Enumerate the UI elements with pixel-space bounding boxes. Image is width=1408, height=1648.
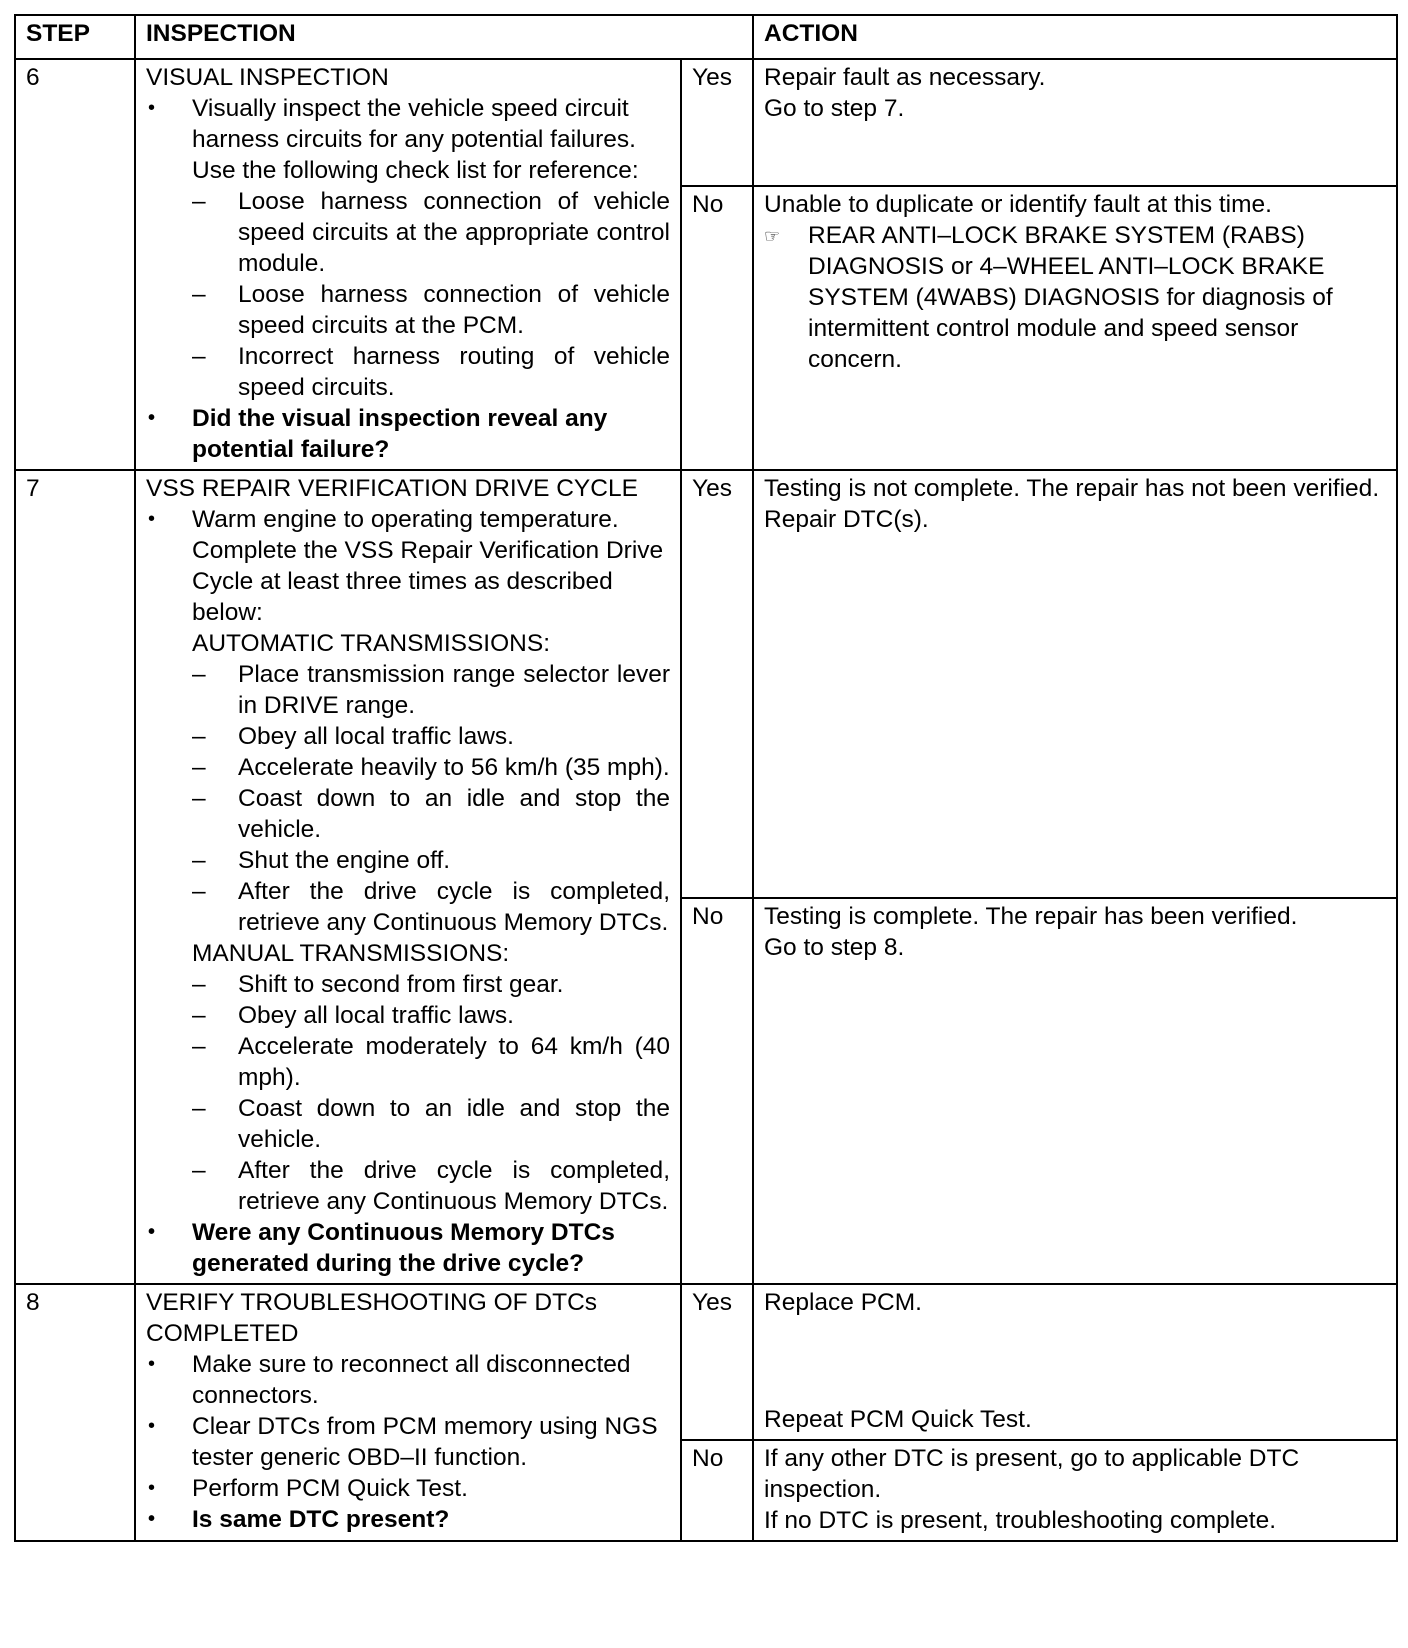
step-6-no-label: No (681, 186, 753, 470)
step-8-yes-line: Replace PCM. (764, 1289, 922, 1316)
step-8-number: 8 (15, 1284, 135, 1541)
step-8-bullet: • Perform PCM Quick Test. (146, 1473, 670, 1504)
step-7-manual-item: – After the drive cycle is completed, retrieve any Continuous Memory DTCs. (146, 1155, 670, 1217)
step-7-inspection (135, 470, 681, 1284)
step-8-yes-line: Repeat PCM Quick Test. (764, 1406, 1032, 1433)
header-row (15, 15, 1397, 59)
step-7-number: 7 (15, 470, 135, 1284)
step-6-yes-label: Yes (681, 59, 753, 186)
step-8-no-label: No (681, 1440, 753, 1541)
step-7-auto-item: – After the drive cycle is completed, retrieve any Continuous Memory DTCs. (146, 876, 670, 938)
step-6-yes-action (753, 59, 1397, 186)
step-7-title: VSS REPAIR VERIFICATION DRIVE CYCLE (146, 475, 638, 502)
step-8-question: • Is same DTC present? (146, 1504, 670, 1535)
step-7-manual-item: – Obey all local traffic laws. (146, 1000, 670, 1031)
step-8-inspection (135, 1284, 681, 1541)
step-7-bullet: • Warm engine to operating temperature. Complete the VSS Repair Verification Drive Cycle at least three times as described below: (146, 504, 670, 628)
step-6-check-item: – Loose harness connection of vehicle speed circuits at the appropriate control module. (146, 186, 670, 279)
step-6-no-action (753, 186, 1397, 470)
step-6-question: • Did the visual inspection reveal any potential failure? (146, 403, 670, 465)
step-6-yes-line: Repair fault as necessary. (764, 64, 1046, 91)
step-6-reference (764, 220, 1386, 375)
step-8-no-line: If any other DTC is present, go to applicable DTC inspection. (764, 1445, 1300, 1503)
step-6-reference-text: REAR ANTI–LOCK BRAKE SYSTEM (RABS) DIAGNOSIS or 4–WHEEL ANTI–LOCK BRAKE SYSTEM (4WABS) DIAGNOSIS for diagnosis of intermittent control module and speed sensor concern. (808, 222, 1333, 373)
step-7-question: • Were any Continuous Memory DTCs generated during the drive cycle? (146, 1217, 670, 1279)
step-8-yes-row (15, 1284, 1397, 1440)
step-8-no-action (753, 1440, 1397, 1541)
step-8-title: VERIFY TROUBLESHOOTING OF DTCs COMPLETED (146, 1289, 598, 1347)
step-8-yes-action (753, 1284, 1397, 1440)
header-action: ACTION (753, 15, 1397, 59)
step-6-check-item: – Incorrect harness routing of vehicle speed circuits. (146, 341, 670, 403)
step-6-check-item: – Loose harness connection of vehicle speed circuits at the PCM. (146, 279, 670, 341)
step-7-no-label: No (681, 898, 753, 1284)
diagnostic-table (14, 14, 1398, 1542)
step-6-title: VISUAL INSPECTION (146, 64, 389, 91)
step-7-no-line: Go to step 8. (764, 934, 905, 961)
diagnostic-page (14, 14, 1396, 1634)
step-7-yes-action: Testing is not complete. The repair has not been verified. Repair DTC(s). (753, 470, 1397, 898)
step-7-auto-item: – Place transmission range selector lever in DRIVE range. (146, 659, 670, 721)
header-step: STEP (15, 15, 135, 59)
step-7-auto-heading: AUTOMATIC TRANSMISSIONS: (192, 630, 551, 657)
hand-pointer-icon: ☞ (764, 226, 781, 246)
step-6-yes-row (15, 59, 1397, 186)
step-7-auto-item: – Accelerate heavily to 56 km/h (35 mph). (146, 752, 670, 783)
step-7-yes-label: Yes (681, 470, 753, 898)
step-8-no-line: If no DTC is present, troubleshooting complete. (764, 1507, 1277, 1534)
step-7-no-action (753, 898, 1397, 1284)
step-7-auto-item: – Shut the engine off. (146, 845, 670, 876)
step-8-bullet: • Make sure to reconnect all disconnected connectors. (146, 1349, 670, 1411)
step-7-no-line: Testing is complete. The repair has been verified. (764, 903, 1298, 930)
step-7-auto-item: – Obey all local traffic laws. (146, 721, 670, 752)
step-8-bullet: • Clear DTCs from PCM memory using NGS tester generic OBD–II function. (146, 1411, 670, 1473)
step-7-manual-item: – Coast down to an idle and stop the vehicle. (146, 1093, 670, 1155)
step-6-inspection (135, 59, 681, 470)
step-7-auto-item: – Coast down to an idle and stop the vehicle. (146, 783, 670, 845)
step-7-manual-item: – Accelerate moderately to 64 km/h (40 mph). (146, 1031, 670, 1093)
step-7-manual-heading: MANUAL TRANSMISSIONS: (192, 940, 510, 967)
step-6-number: 6 (15, 59, 135, 470)
step-6-bullet: • Visually inspect the vehicle speed circuit harness circuits for any potential failures. Use the following check list for reference: (146, 93, 670, 186)
step-7-manual-item: – Shift to second from first gear. (146, 969, 670, 1000)
step-8-yes-label: Yes (681, 1284, 753, 1440)
step-6-no-line: Unable to duplicate or identify fault at this time. (764, 191, 1272, 218)
step-7-yes-row (15, 470, 1397, 898)
header-inspection: INSPECTION (135, 15, 753, 59)
step-6-yes-line: Go to step 7. (764, 95, 905, 122)
